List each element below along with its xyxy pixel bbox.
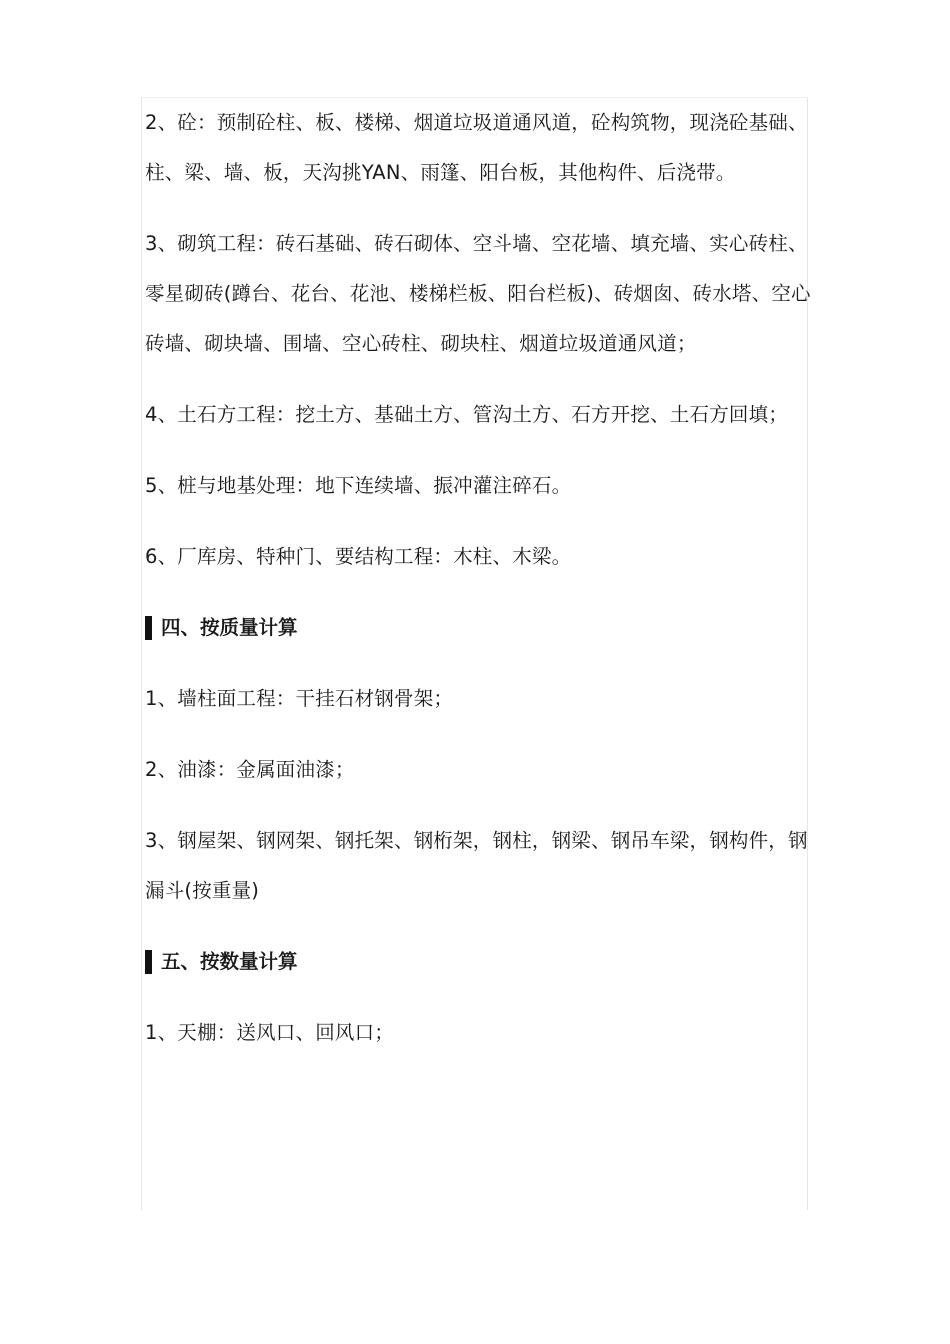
paragraph-ceiling: 1、天棚：送风口、回风口； [145,1021,395,1044]
paragraph-pile-foundation: 5、桩与地基处理：地下连续墙、振冲灌注碎石。 [145,474,572,497]
section-heading-by-mass [145,603,817,653]
document-content [145,98,817,1058]
paragraph-concrete: 2、砼：预制砼柱、板、楼梯、烟道垃圾道通风道，砼构筑物，现浇砼基础、柱、梁、墙、板，天沟挑YAN、雨篷、阳台板，其他构件、后浇带。 [145,111,808,184]
document-page [141,97,811,1210]
paragraph-warehouse-doors: 6、厂库房、特种门、要结构工程：木柱、木梁。 [145,545,572,568]
heading-marker-bar [145,950,152,974]
paragraph-steel: 3、钢屋架、钢网架、钢托架、钢桁架，钢柱，钢梁、钢吊车梁，钢构件，钢漏斗(按重量) [145,829,808,902]
paragraph-earthwork: 4、土石方工程：挖土方、基础土方、管沟土方、石方开挖、土石方回填； [145,403,789,426]
heading-text: 五、按数量计算 [161,950,298,973]
paragraph-masonry: 3、砌筑工程：砖石基础、砖石砌体、空斗墙、空花墙、填充墙、实心砖柱、零星砌砖(蹲台、花台、花池、楼梯栏板、阳台栏板)、砖烟囱、砖水塔、空心砖墙、砌块墙、围墙、空心砖柱、砌块柱、烟道垃圾道通风道； [145,232,811,355]
heading-marker-bar [145,616,152,640]
section-heading-by-count [145,937,817,987]
paragraph-wall-column: 1、墙柱面工程：干挂石材钢骨架； [145,687,454,710]
paragraph-paint: 2、油漆：金属面油漆； [145,758,355,781]
heading-text: 四、按质量计算 [161,616,298,639]
